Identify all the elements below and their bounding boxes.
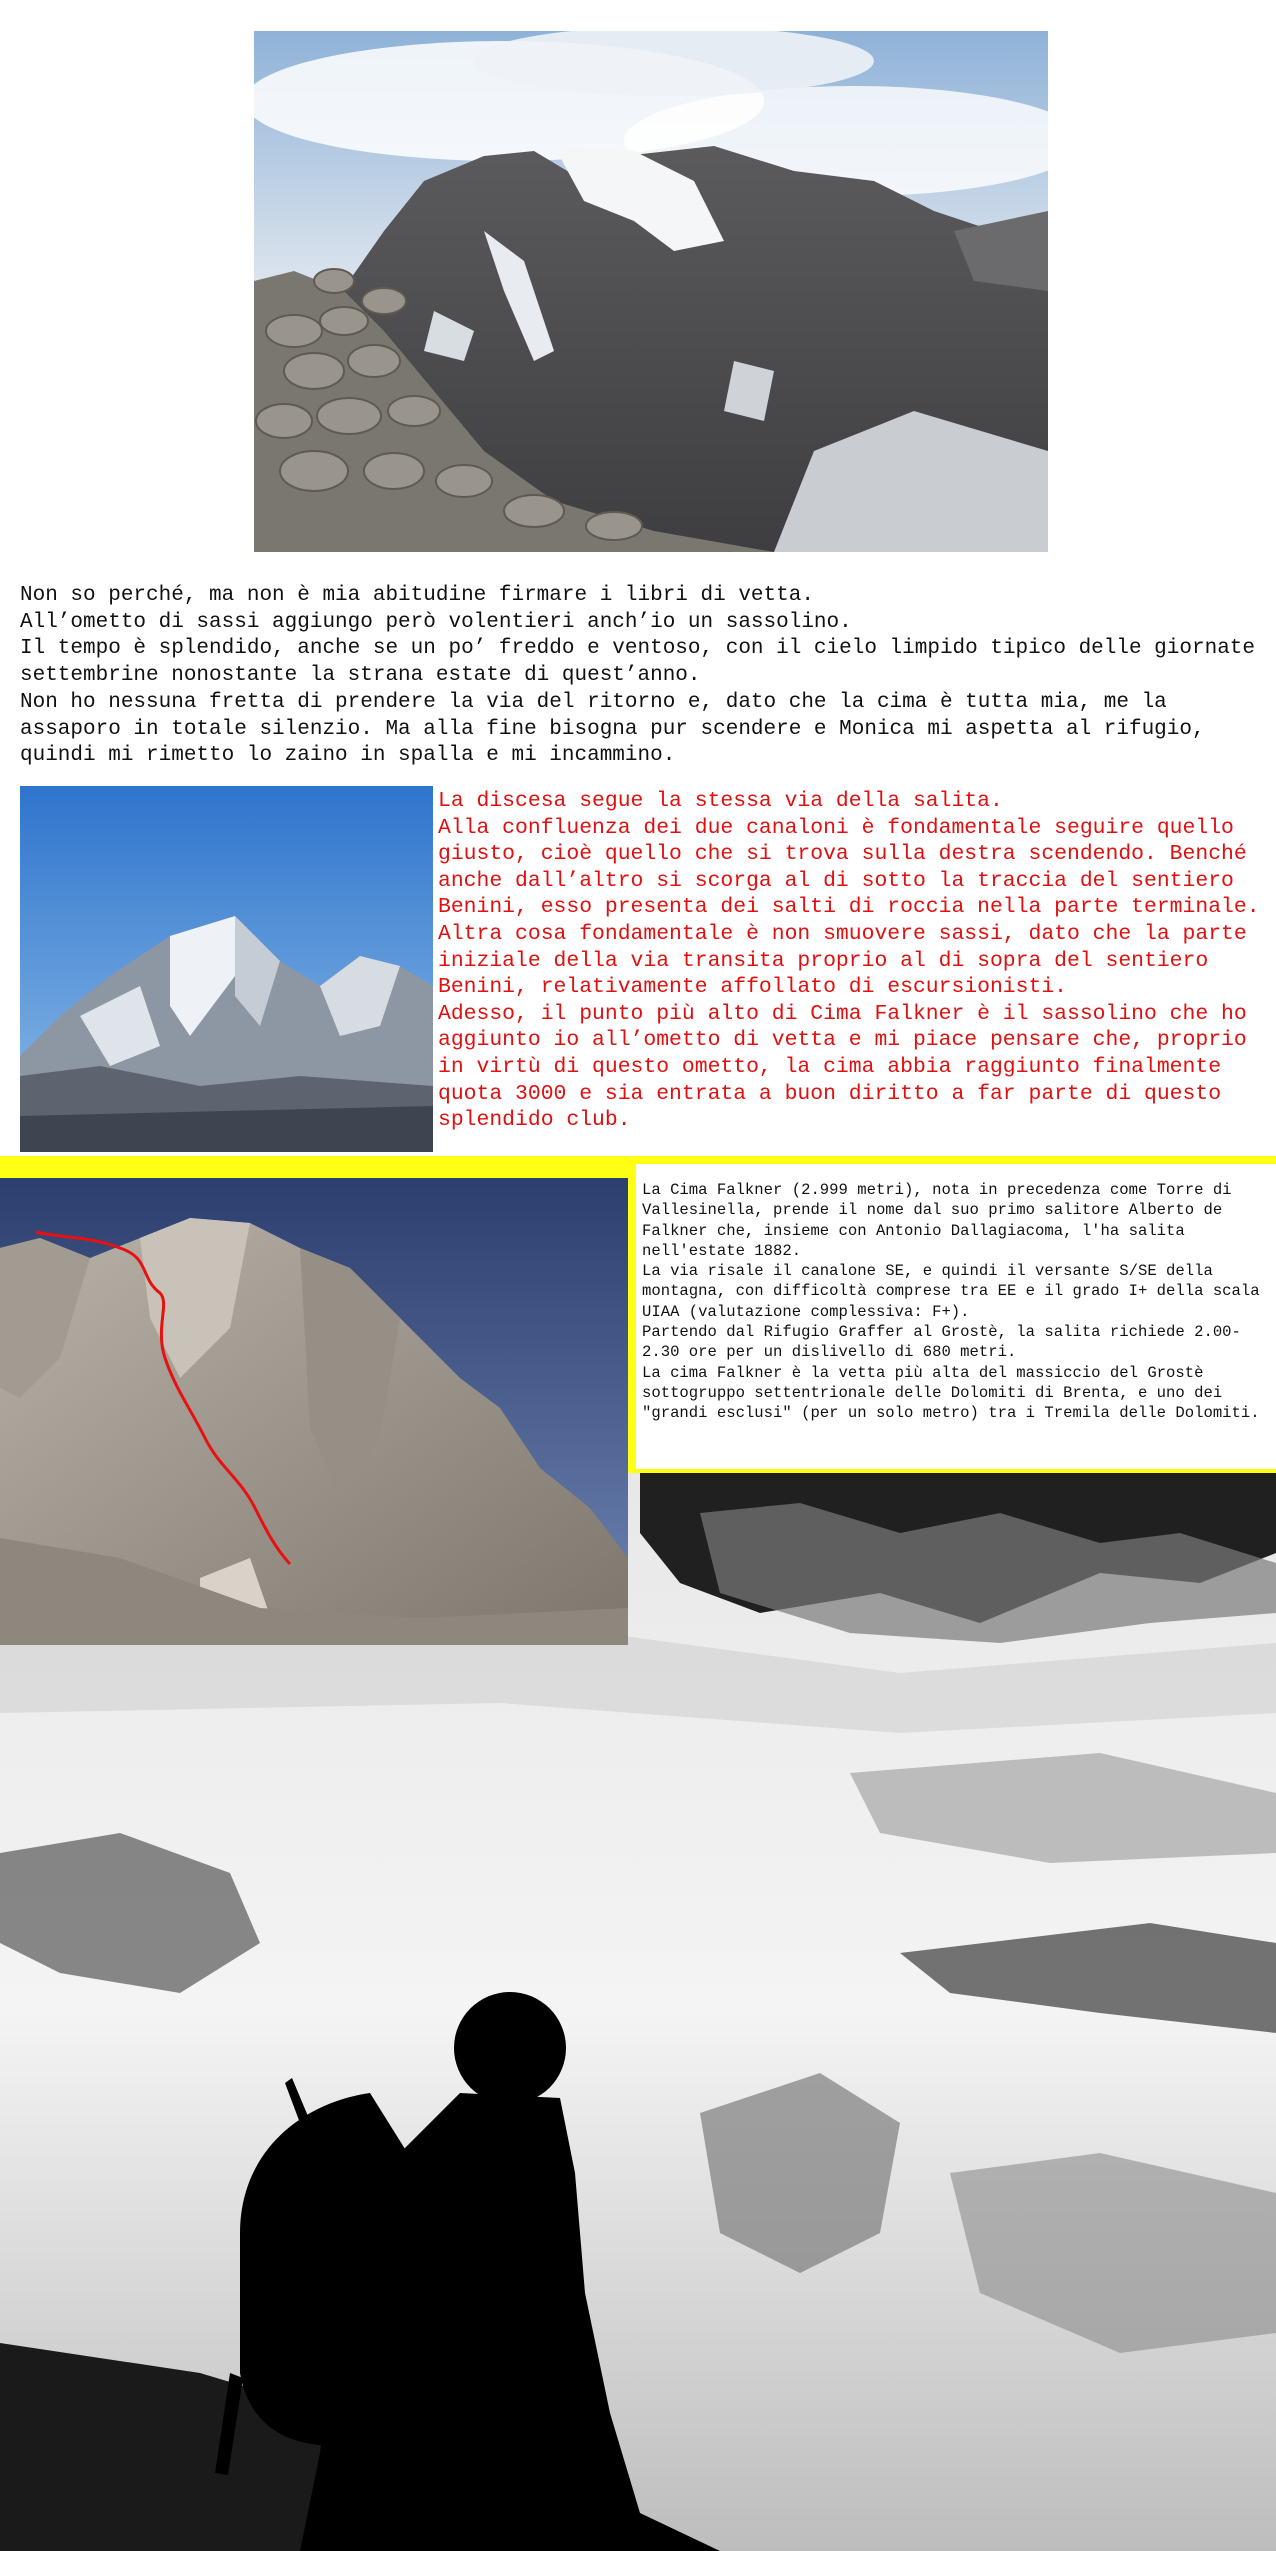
info-paragraph: La cima Falkner è la vetta più alta del massiccio del Grostè sottogruppo settentrionale delle Dolomiti di Brenta, e uno dei "grandi esclusi" (per un solo metro) tra i Tremila delle Dolomiti. — [642, 1363, 1260, 1423]
intro-paragraph: Non so perché, ma non è mia abitudine firmare i libri di vetta. — [20, 584, 814, 607]
descent-text — [438, 788, 1268, 1134]
hiker-silhouette — [215, 1992, 720, 2551]
descent-paragraph: Alla confluenza dei due canaloni è fondamentale seguire quello giusto, cioè quello che si trova sulla destra scendendo. Benché anche dall’altro si scorga al di sotto la traccia del sentiero Benini, esso presenta dei salti di roccia nella parte terminale. — [438, 815, 1260, 920]
descent-paragraph: Altra cosa fondamentale è non smuovere sassi, dato che la parte iniziale della via transita proprio al di sopra del sentiero Benini, relativamente affollato di escursionisti. — [438, 921, 1247, 1000]
descent-paragraph: Adesso, il punto più alto di Cima Falkner è il sassolino che ho aggiunto io all’ometto di vetta e mi piace pensare che, proprio in virtù di questo ometto, la cima abbia raggiunto finalmente quota 3000 e sia entrata a buon diritto a far parte di questo splendido club. — [438, 1001, 1247, 1133]
intro-text — [20, 583, 1260, 770]
distant-peak-photo — [20, 786, 433, 1152]
descent-paragraph: La discesa segue la stessa via della salita. — [438, 789, 1003, 813]
intro-paragraph: All’ometto di sassi aggiungo però volentieri anch’io un sassolino. — [20, 610, 852, 634]
summit-cairn-photo — [254, 31, 1048, 552]
intro-paragraph: Non ho nessuna fretta di prendere la via del ritorno e, dato che la cima è tutta mia, me la assaporo in totale silenzio. Ma alla fine bisogna pur scendere e Monica mi aspetta al rifugio, quindi mi rimetto lo zaino in spalla e mi incammino. — [20, 690, 1205, 768]
route-photo — [0, 1178, 628, 1645]
info-text — [642, 1180, 1274, 1424]
info-paragraph: Partendo dal Rifugio Graffer al Grostè, la salita richiede 2.00-2.30 ore per un dislivello di 680 metri. — [642, 1323, 1241, 1362]
intro-paragraph: Il tempo è splendido, anche se un po’ freddo e ventoso, con il cielo limpido tipico delle giornate settembrine nonostante la strana estate di quest’anno. — [20, 637, 1256, 688]
info-paragraph: La Cima Falkner (2.999 metri), nota in precedenza come Torre di Vallesinella, prende il nome dal suo primo salitore Alberto de Falkner che, insieme con Antonio Dallagiacoma, l'ha salita nell'estate 1882. — [642, 1181, 1232, 1260]
info-paragraph: La via risale il canalone SE, e quindi il versante S/SE della montagna, con difficoltà comprese tra EE e il grado I+ della scala UIAA (valutazione complessiva: F+). — [642, 1262, 1260, 1321]
